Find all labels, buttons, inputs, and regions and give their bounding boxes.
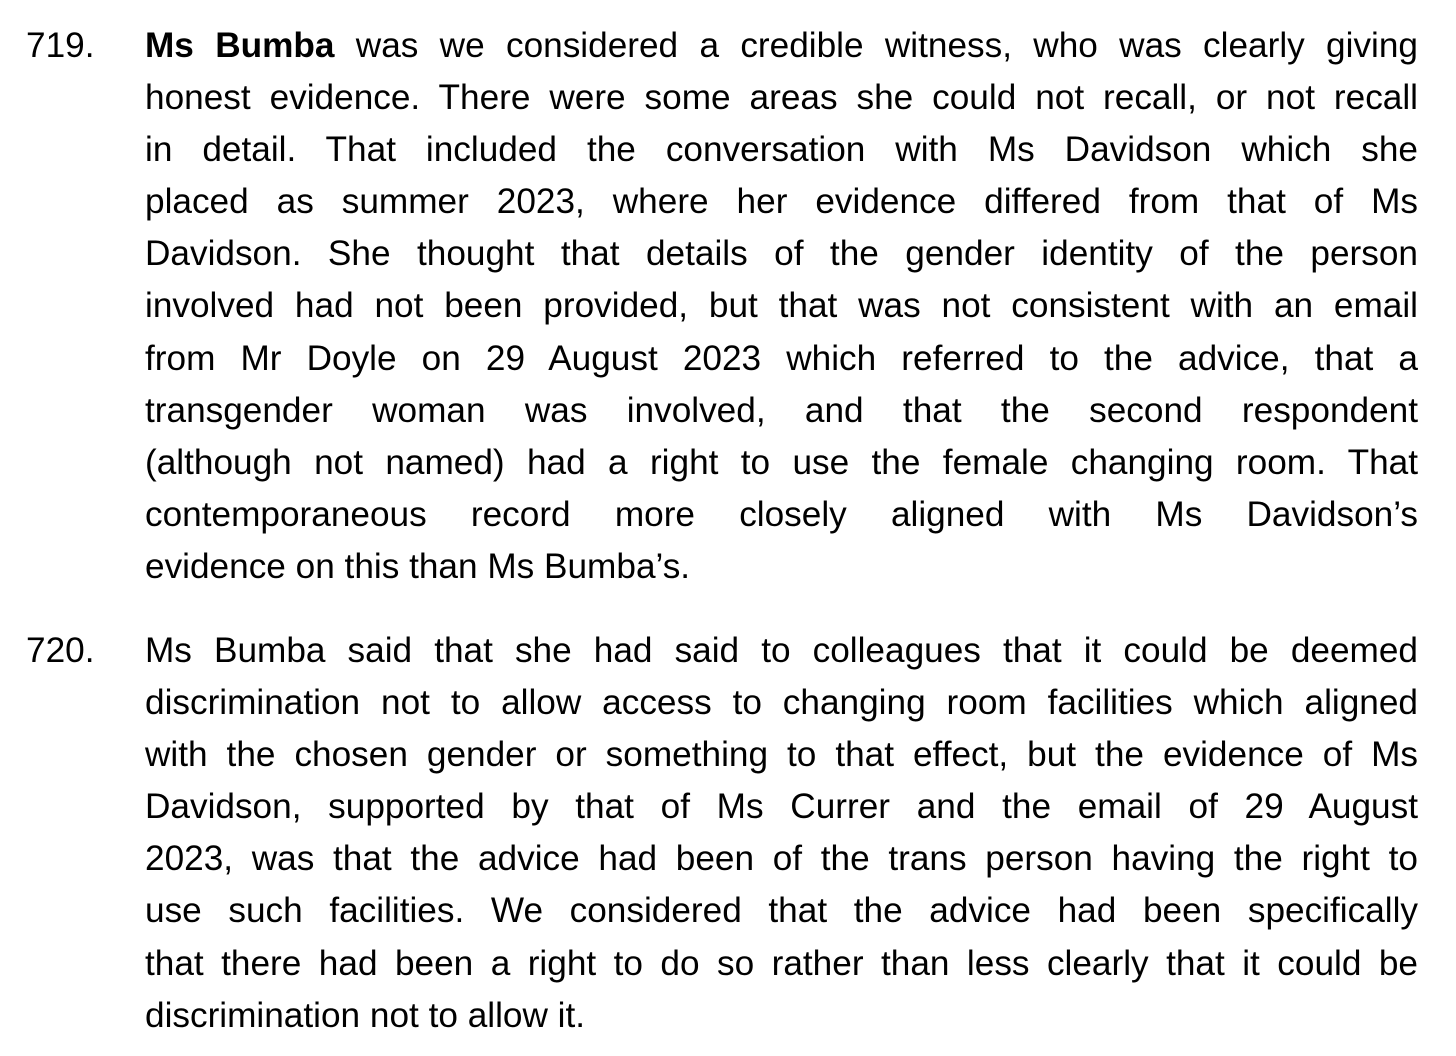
- paragraph-line: Davidson. She thought that details of the gender identity of the person: [145, 234, 1418, 274]
- paragraph-line: placed as summer 2023, where her evidence differed from that of Ms: [145, 182, 1418, 222]
- paragraph-line: 2023, was that the advice had been of the trans person having the right to: [145, 839, 1418, 879]
- paragraph-line: evidence on this than Ms Bumba’s.: [145, 546, 691, 586]
- paragraph-line: use such facilities. We considered that the advice had been specifically: [145, 891, 1418, 931]
- paragraph-line: (although not named) had a right to use the female changing room. That: [145, 442, 1418, 482]
- paragraph-body: [145, 20, 1418, 593]
- paragraph-line: with the chosen gender or something to that effect, but the evidence of Ms: [145, 735, 1418, 775]
- paragraph-line: [145, 20, 1418, 72]
- paragraph-line: discrimination not to allow access to changing room facilities which aligned: [145, 683, 1418, 723]
- paragraph-line: in detail. That included the conversation with Ms Davidson which she: [145, 130, 1418, 170]
- paragraph-line: Ms Bumba said that she had said to colleagues that it could be deemed: [145, 631, 1418, 670]
- paragraph-line: discrimination not to allow it.: [145, 995, 586, 1035]
- paragraph-line: contemporaneous record more closely aligned with Ms Davidson’s: [145, 494, 1418, 534]
- paragraph-line: that there had been a right to do so rather than less clearly that it could be: [145, 943, 1418, 983]
- paragraph-line: transgender woman was involved, and that the second respondent: [145, 390, 1418, 430]
- paragraph-line: from Mr Doyle on 29 August 2023 which referred to the advice, that a: [145, 338, 1418, 378]
- witness-name-bold: Ms Bumba: [145, 26, 335, 65]
- paragraph-line: honest evidence. There were some areas she could not recall, or not recall: [145, 78, 1418, 118]
- paragraph-number: 719.: [26, 26, 95, 65]
- paragraph-number: 720.: [26, 631, 95, 670]
- line-text: was we considered a credible witness, who was clearly giving: [334, 26, 1418, 65]
- paragraph-body: [145, 625, 1418, 1042]
- paragraph-line: involved had not been provided, but that was not consistent with an email: [145, 286, 1418, 326]
- paragraph-line: Davidson, supported by that of Ms Currer and the email of 29 August: [145, 787, 1418, 827]
